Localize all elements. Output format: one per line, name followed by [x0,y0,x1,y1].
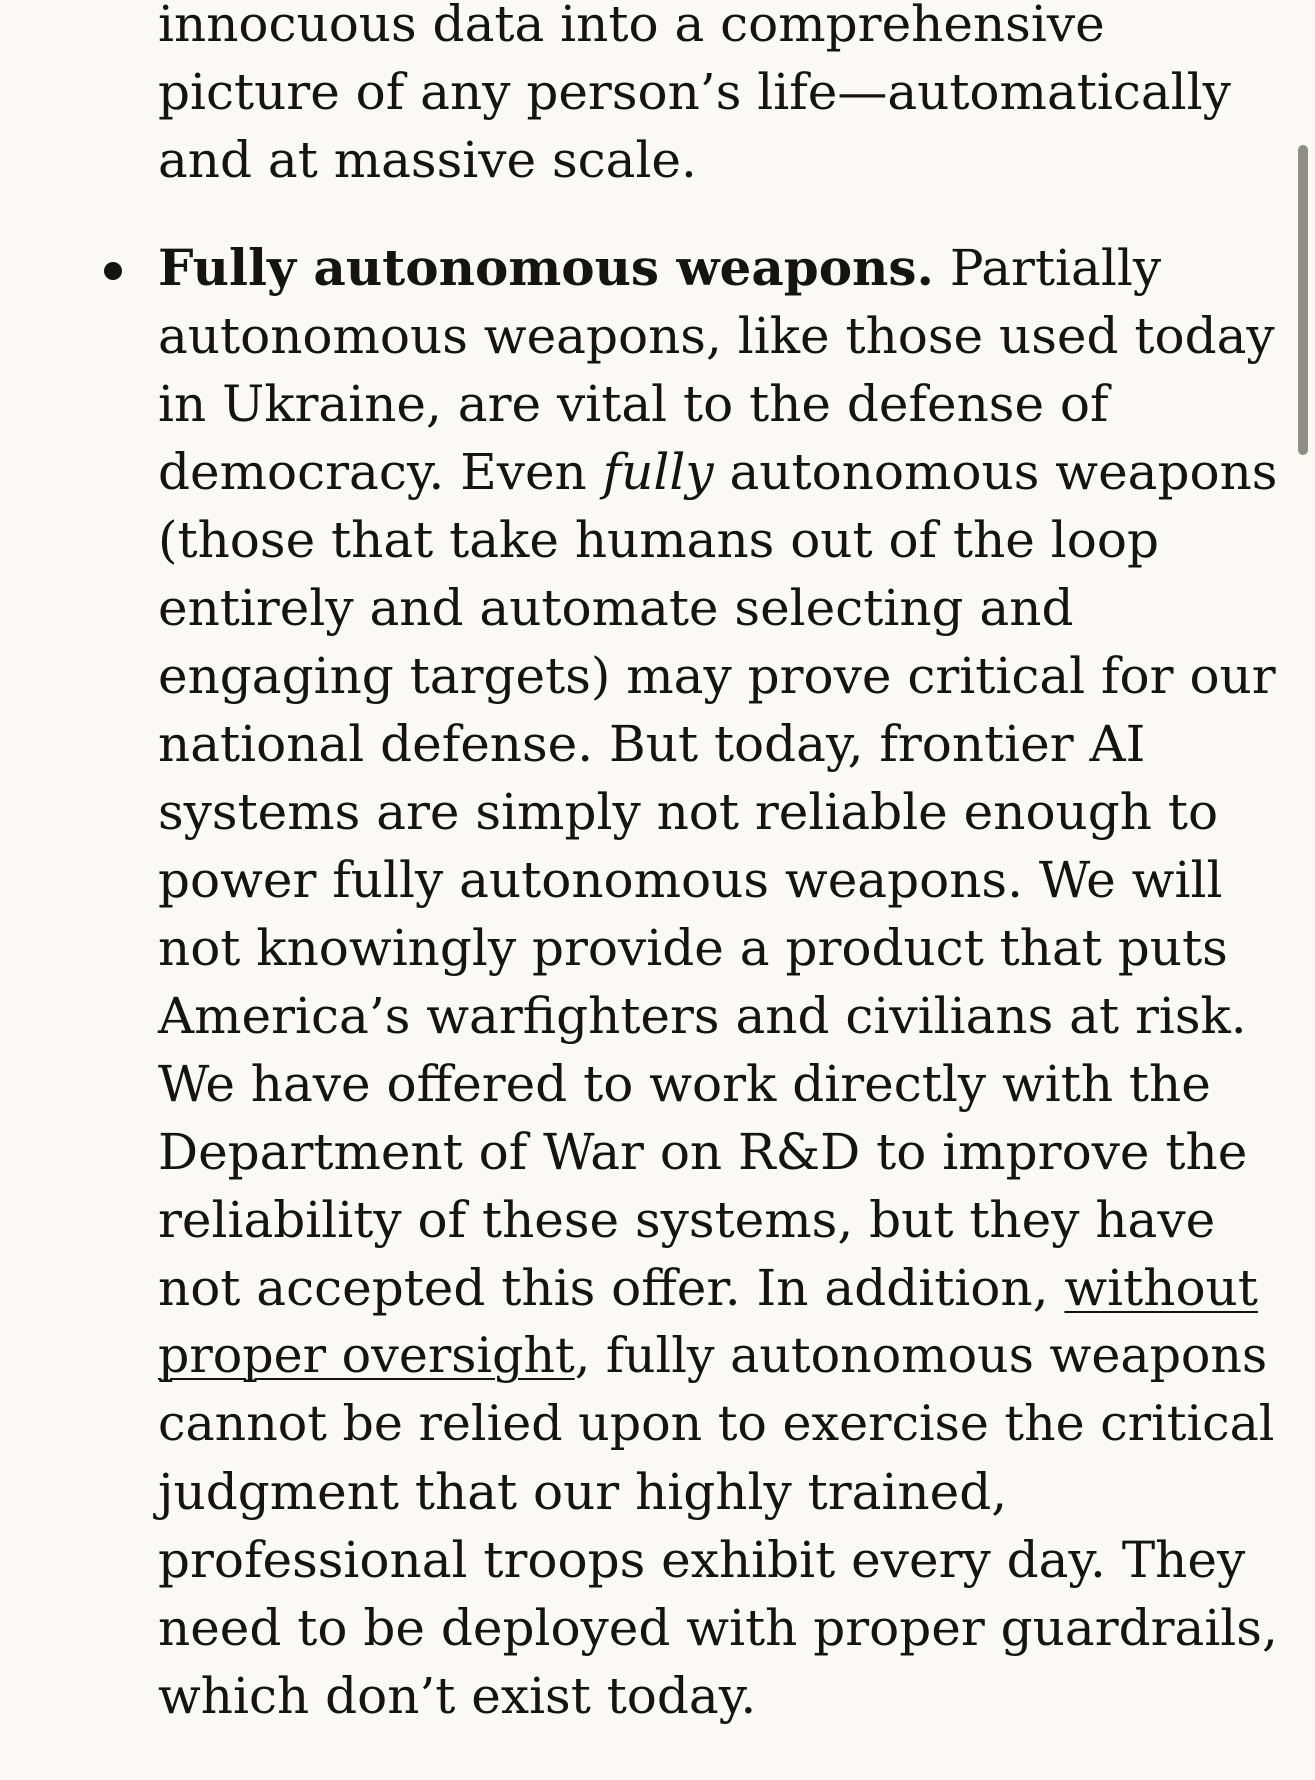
text-span: democracy. Even [158,443,603,501]
list-item-line: national defense. But today, frontier AI [158,715,1146,773]
oversight-link-part-2[interactable]: proper oversight [158,1327,575,1384]
text-span: not accepted this offer. In addition, [158,1259,1065,1317]
list-item-line [158,1254,1258,1322]
paragraph-line: picture of any person’s life—automatically [158,63,1231,121]
list-item-line: Department of War on R&D to improve the [158,1123,1248,1181]
list-item-first-line [158,234,1161,302]
list-item-line: power fully autonomous weapons. We will [158,851,1223,909]
list-item-line [158,1322,1267,1390]
list-item-line: autonomous weapons, like those used today [158,307,1275,365]
list-item-title: Fully autonomous weapons. [158,238,934,297]
scrollbar-thumb[interactable] [1298,145,1308,455]
list-item-line: cannot be relied upon to exercise the critical [158,1395,1275,1452]
emphasis-fully: fully [602,443,714,501]
text-span: autonomous weapons [713,443,1278,501]
list-item-line: reliability of these systems, but they have [158,1191,1216,1249]
list-bullet [104,262,122,280]
list-item-line: America’s warfighters and civilians at risk. [158,987,1247,1045]
list-item-line: not knowingly provide a product that puts [158,919,1228,977]
paragraph-line: and at massive scale. [158,131,697,189]
list-item-line: in Ukraine, are vital to the defense of [158,375,1109,433]
list-item-line: entirely and automate selecting and [158,579,1074,637]
list-item-line: which don’t exist today. [158,1667,757,1725]
list-item-line: professional troops exhibit every day. They [158,1531,1246,1589]
list-item-line: (those that take humans out of the loop [158,511,1159,569]
list-item-line: judgment that our highly trained, [158,1463,1008,1521]
list-item-line: need to be deployed with proper guardrails, [158,1599,1278,1657]
list-item-line: We have offered to work directly with the [158,1055,1211,1113]
scrollbar[interactable] [1293,0,1315,1780]
oversight-link-part-1[interactable]: without [1064,1259,1258,1317]
paragraph-line: innocuous data into a comprehensive [158,0,1105,53]
list-item-line: engaging targets) may prove critical for our [158,647,1276,705]
list-item-line: systems are simply not reliable enough to [158,783,1219,841]
text-span: , fully autonomous weapons [574,1327,1268,1384]
list-item-line [158,438,1277,506]
list-item-text: Partially [933,239,1162,297]
